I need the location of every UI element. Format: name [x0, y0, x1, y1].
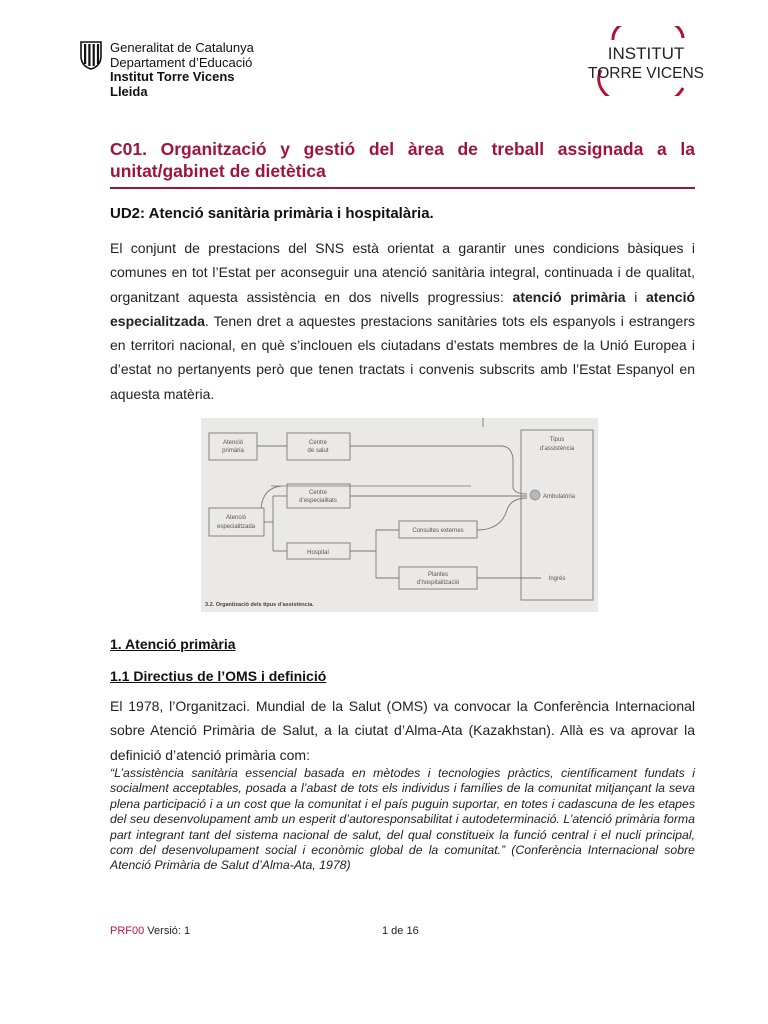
unit-heading: UD2: Atenció sanitària primària i hospitalària. [110, 205, 434, 222]
intro-paragraph [110, 236, 695, 406]
generalitat-seal-icon [79, 40, 103, 70]
assistance-diagram [201, 418, 598, 612]
diag-plantes-2: d’hospitalització [416, 580, 460, 586]
intro-bold-1: atenció primària [512, 288, 626, 305]
diag-ingres: Ingrés [548, 576, 566, 582]
diag-esp-2: especialitzada [216, 524, 256, 530]
intro-text-mid: i [625, 288, 647, 305]
diag-primaria-2: primària [222, 448, 244, 454]
diag-salut-2: de salut [307, 448, 329, 454]
diagram-svg [201, 418, 598, 612]
diag-tipus-2: d’assistència [539, 446, 575, 452]
header-line-3: Institut Torre Vicens [110, 69, 235, 84]
intro-text-1: El conjunt de prestacions del SNS està orientat a garantir unes condicions bàsiques i comunes en tot l’Estat per aconseguir una atenció sanitària integral, continuada i de qualitat, organitzant aquesta assistència en dos nivells progressius: [110, 240, 695, 305]
diag-cesp-1: Centre [308, 490, 328, 496]
box-especialitzada [209, 508, 264, 536]
diag-ambulatoria: Ambulatòria [542, 494, 576, 500]
institut-logo [583, 26, 708, 96]
logo-line-1: INSTITUT [607, 44, 685, 63]
alma-ata-quote: “L’assistència sanitària essencial basada en mètodes i tecnologies pràctics, científicament fundats i socialment acceptables, posada a l’abast de tots els individus i famílies de la comunitat mitjançant la seva plena participació i a un cost que la comunitat i el país puguin suportar, en totes i cadascuna de les etapes del seu desenvolupament amb un esperit d’autoresponsabilitat i autodeterminació. L’atenció primària forma part integrant tant del sistema nacional de salut, del qual constitueix la funció central i el nucli principal, com del desenvolupament social i econòmic global de la comunitat.” (Conferència Internacional sobre Atenció Primària de Salut d’Alma-Ata, 1978) [110, 766, 695, 873]
footer-page-number: 1 de 16 [382, 925, 419, 937]
section-heading-1: 1. Atenció primària [110, 636, 236, 652]
diag-tipus-1: Tipus [549, 437, 565, 443]
title-divider [110, 187, 695, 189]
title-line-2: unitat/gabinet de dietètica [110, 161, 326, 181]
box-tipus [521, 430, 593, 600]
diag-consultes: Consultes externes [412, 528, 464, 534]
footer-version [110, 925, 190, 937]
box-centre-salut [287, 433, 350, 460]
header-institution [110, 41, 254, 99]
box-centre-esp [287, 484, 350, 508]
diag-cesp-2: d’especialitats [299, 498, 337, 504]
diag-salut-1: Centre [308, 440, 328, 446]
intro-bold-2: atenció especialitzada [110, 288, 696, 329]
diag-esp-1: Atenció [225, 515, 247, 521]
header-line-2: Departament d’Educació [110, 54, 253, 70]
header-line-1: Generalitat de Catalunya [110, 40, 254, 55]
title-line-1: C01. Organització y gestió del àrea de treball assignada a la [110, 139, 695, 159]
ambulatoria-dot [530, 490, 540, 500]
diag-primaria-1: Atenció [222, 440, 244, 446]
logo-line-2: TORRE VICENS [588, 65, 704, 82]
section-heading-1-1: 1.1 Directius de l’OMS i definició [110, 668, 327, 684]
oms-paragraph: El 1978, l’Organitzaci. Mundial de la Salut (OMS) va convocar la Conferència Internacional sobre Atenció Primària de Salut, a la ciutat d’Alma-Ata (Kazakhstan). Allà es va aprovar la definició d’atenció primària com: [110, 698, 695, 763]
header-line-4: Lleida [110, 83, 148, 99]
footer-version-text: Versió: 1 [144, 925, 191, 937]
page-title [110, 138, 695, 182]
intro-text-2: . Tenen dret a aquestes prestacions sanitàries tots els espanyols i estrangers en territori nacional, en què s’inclouen els ciutadans d’estats membres de la Unió Europea i d’estat no pertanyents però que tenen tractats i convenis subscrits amb l’Estat Espanyol en aquesta matèria. [110, 312, 695, 402]
diagram-caption: 3.2. Organització dels tipus d’assistència. [205, 602, 314, 608]
box-primaria [209, 433, 257, 460]
diag-hospital: Hospital [307, 550, 329, 556]
footer-code: PRF00 [110, 925, 145, 937]
diag-plantes-1: Plantes [427, 572, 449, 578]
